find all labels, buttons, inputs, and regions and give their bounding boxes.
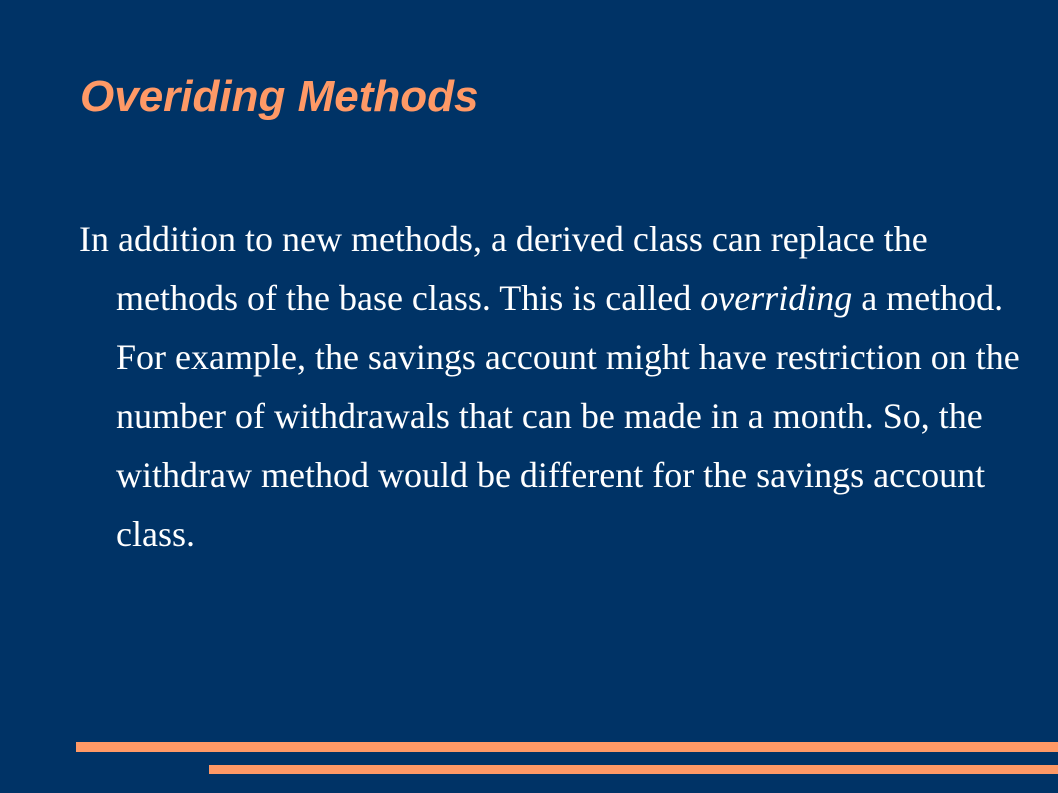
decorative-bar-bottom	[209, 765, 1058, 774]
slide-body-text	[79, 210, 1046, 564]
slide-title: Overiding Methods	[80, 72, 479, 121]
body-text-part-1: In addition to new methods, a derived class can replace the methods of the base class. This is called	[79, 219, 928, 318]
decorative-bar-top	[76, 742, 1058, 752]
body-text-part-2: a method. For example, the savings account might have restriction on the number of withdrawals that can be made in a month. So, the withdraw method would be different for the savings account class.	[116, 278, 1020, 554]
emphasized-term: overriding	[700, 278, 853, 318]
